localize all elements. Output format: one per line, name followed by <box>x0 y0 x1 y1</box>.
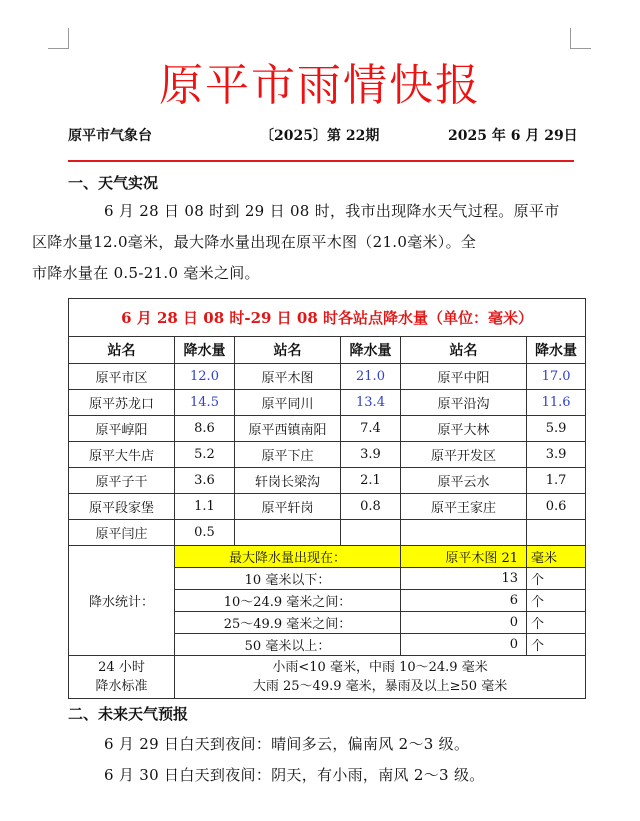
stats-range-label: 10～24.9 毫米之间： <box>175 590 401 612</box>
rainfall-value: 21.0 <box>341 364 401 390</box>
stats-range-label: 50 毫米以上： <box>175 634 401 656</box>
rainfall-value: 3.9 <box>527 442 586 468</box>
max-rain-label: 最大降水量出现在： <box>175 546 401 568</box>
station-name: 原平崞阳 <box>69 416 175 442</box>
rainfall-value: 17.0 <box>527 364 586 390</box>
table-row <box>69 468 586 494</box>
station-name: 原平大林 <box>401 416 527 442</box>
forecast-line: 6 月 30 日白天到夜间：阴天，有小雨，南风 2～3 级。 <box>104 766 485 784</box>
station-name: 原平西镇南阳 <box>235 416 341 442</box>
stats-count: 6 <box>401 590 527 612</box>
station-name: 原平闫庄 <box>69 520 175 546</box>
stats-unit: 个 <box>527 634 586 656</box>
stats-row-max <box>69 546 586 568</box>
rainfall-value: 14.5 <box>175 390 235 416</box>
column-header: 站名 <box>69 337 175 364</box>
rain-standard-line: 小雨<10 毫米，中雨 10～24.9 毫米 <box>272 660 488 675</box>
station-name: 原平市区 <box>69 364 175 390</box>
rain-standard-label-line: 降水标准 <box>95 679 148 694</box>
station-name: 原平中阳 <box>401 364 527 390</box>
weather-line: 市降水量在 0.5-21.0 毫米之间。 <box>32 264 260 282</box>
station-name: 原平木图 <box>235 364 341 390</box>
rainfall-value: 3.6 <box>175 468 235 494</box>
stats-count: 13 <box>401 568 527 590</box>
station-name: 原平王家庄 <box>401 494 527 520</box>
rainfall-value: 1.7 <box>527 468 586 494</box>
rainfall-value: 5.2 <box>175 442 235 468</box>
station-name: 原平开发区 <box>401 442 527 468</box>
rainfall-value: 12.0 <box>175 364 235 390</box>
stats-range-label: 25～49.9 毫米之间： <box>175 612 401 634</box>
table-row <box>69 390 586 416</box>
table-row <box>69 494 586 520</box>
issuer: 原平市气象台 <box>68 128 152 144</box>
stats-unit: 个 <box>527 568 586 590</box>
title-divider <box>68 160 574 162</box>
station-name <box>401 520 527 546</box>
stats-unit: 个 <box>527 590 586 612</box>
station-name: 原平子干 <box>69 468 175 494</box>
station-name: 原平轩岗 <box>235 494 341 520</box>
weather-line: 区降水量12.0毫米，最大降水量出现在原平木图（21.0毫米）。全 <box>32 233 477 251</box>
rainfall-value: 11.6 <box>527 390 586 416</box>
weather-paragraph <box>32 196 574 289</box>
rainfall-value: 7.4 <box>341 416 401 442</box>
rainfall-table <box>68 298 586 699</box>
station-name: 原平沿沟 <box>401 390 527 416</box>
table-row <box>69 520 586 546</box>
report-title: 原平市雨情快报 <box>159 60 481 111</box>
stats-label: 降水统计： <box>69 546 175 656</box>
rainfall-value <box>527 520 586 546</box>
stats-unit: 个 <box>527 612 586 634</box>
rainfall-value: 1.1 <box>175 494 235 520</box>
rainfall-value: 0.5 <box>175 520 235 546</box>
section-heading-weather: 一、天气实况 <box>68 174 159 192</box>
rainfall-value: 8.6 <box>175 416 235 442</box>
rainfall-value: 5.9 <box>527 416 586 442</box>
station-name: 原平大牛店 <box>69 442 175 468</box>
rainfall-value: 3.9 <box>341 442 401 468</box>
station-name: 原平同川 <box>235 390 341 416</box>
table-header-row <box>69 337 586 364</box>
max-rain-unit: 毫米 <box>527 546 586 568</box>
station-name: 原平苏龙口 <box>69 390 175 416</box>
rain-standard-line: 大雨 25～49.9 毫米，暴雨及以上≥50 毫米 <box>252 679 508 694</box>
column-header: 站名 <box>235 337 341 364</box>
rain-standard-text <box>175 656 586 699</box>
table-row <box>69 364 586 390</box>
issue-date: 2025 年 6 月 29日 <box>448 128 578 144</box>
forecast-paragraph <box>68 729 574 760</box>
stats-count: 0 <box>401 634 527 656</box>
column-header: 降水量 <box>175 337 235 364</box>
page-corner-mark-right <box>570 28 591 49</box>
issue-number: 〔2025〕第 22期 <box>260 128 380 144</box>
rain-standard-label <box>69 656 175 699</box>
stats-range-label: 10 毫米以下： <box>175 568 401 590</box>
station-name: 原平段家堡 <box>69 494 175 520</box>
station-name: 原平下庄 <box>235 442 341 468</box>
station-name: 原平云水 <box>401 468 527 494</box>
rainfall-value: 0.6 <box>527 494 586 520</box>
weather-line: 6 月 28 日 08 时到 29 日 08 时，我市出现降水天气过程。原平市 <box>104 202 560 220</box>
forecast-paragraph <box>68 760 574 791</box>
rainfall-value <box>341 520 401 546</box>
table-caption: 6 月 28 日 08 时-29 日 08 时各站点降水量（单位：毫米） <box>69 299 586 337</box>
rainfall-value: 0.8 <box>341 494 401 520</box>
column-header: 降水量 <box>527 337 586 364</box>
table-row <box>69 416 586 442</box>
stats-count: 0 <box>401 612 527 634</box>
rainfall-value: 2.1 <box>341 468 401 494</box>
section-heading-forecast: 二、未来天气预报 <box>68 705 189 723</box>
station-name <box>235 520 341 546</box>
page-corner-mark-left <box>48 28 69 49</box>
rain-standard-row <box>69 656 586 699</box>
column-header: 降水量 <box>341 337 401 364</box>
column-header: 站名 <box>401 337 527 364</box>
rain-standard-label-line: 24 小时 <box>98 660 145 675</box>
forecast-line: 6 月 29 日白天到夜间：晴间多云，偏南风 2～3 级。 <box>104 735 470 753</box>
rainfall-value: 13.4 <box>341 390 401 416</box>
table-row <box>69 442 586 468</box>
max-rain-station: 原平木图 21 <box>401 546 527 568</box>
station-name: 轩岗长梁沟 <box>235 468 341 494</box>
